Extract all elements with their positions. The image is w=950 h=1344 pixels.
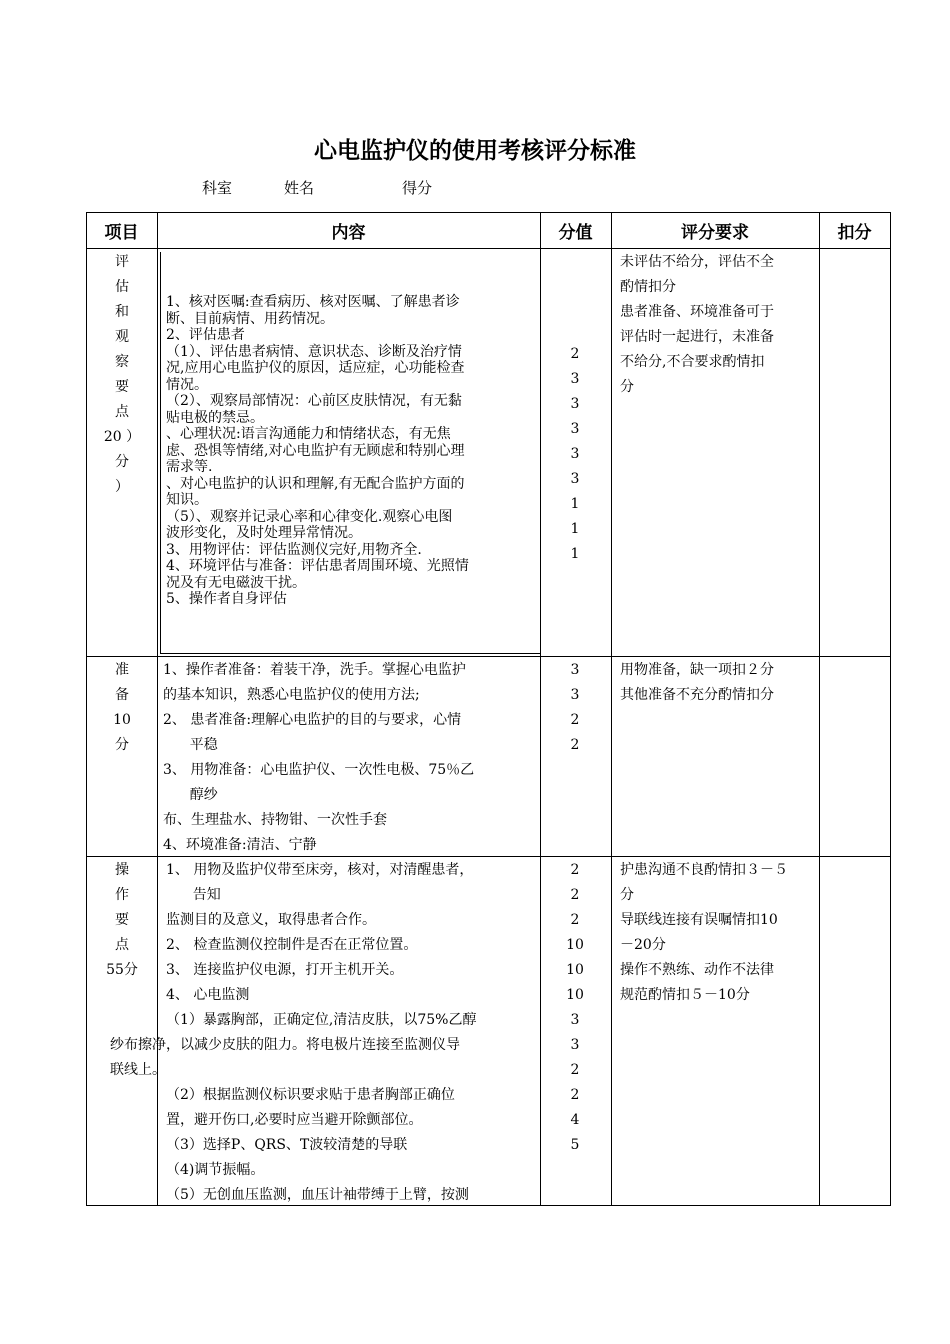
score-label: 得分 [402, 179, 433, 197]
dept-label: 科室 [202, 179, 233, 197]
section-assessment-scores: 2 3 3 3 3 3 1 1 1 [570, 346, 580, 562]
section-operation-content-b: 纱布擦净，以减少皮肤的阻力。将电极片连接至监测仪导 联线上。 [110, 1037, 460, 1078]
section-assessment-item: 评 估 和 观 察 要 点 20 ） 分 ） [103, 254, 141, 495]
name-label: 姓名 [284, 179, 315, 197]
header-requirements: 评分要求 [681, 222, 749, 243]
header-points: 分值 [558, 222, 593, 243]
header-item: 项目 [104, 222, 139, 243]
section-operation-scores: 2 2 2 10 10 10 3 3 2 2 4 5 [566, 862, 584, 1153]
section-preparation-item: 准 备 10 分 [113, 662, 131, 753]
page-title: 心电监护仪的使用考核评分标准 [314, 138, 636, 164]
section-preparation-scores: 3 3 2 2 [570, 662, 580, 753]
section-operation-content-c: （2）根据监测仪标识要求贴于患者胸部正确位 置，避开伤口,必要时应当避开除颤部位。 （3）选择P、QRS、T波较清楚的导联 （4)调节振幅。 （5）无创血压监测，血压计袖带缚于上臂，按测 [166, 1087, 469, 1203]
section-preparation-requirements: 用物准备，缺一项扣２分 其他准备不充分酌情扣分 [620, 662, 774, 703]
section-operation-requirements: 护患沟通不良酌情扣３－５ 分 导联线连接有误嘱情扣10 －20分 操作不熟练、动作不法律 规范酌情扣５－10分 [620, 862, 788, 1003]
header-content: 内容 [331, 222, 366, 243]
section-operation-item: 操 作 要 点 55分 [106, 862, 138, 978]
section-operation-content-a: 1、 用物及监护仪带至床旁，核对，对清醒患者， 告知 监测目的及意义，取得患者合作。 2、 检查监测仪控制件是否在正常位置。 3、 连接监护仪电源，打开主机开关。 4、 心电监测 （1）暴露胸部，正确定位,清洁皮肤，以75%乙醇 [166, 862, 477, 1028]
section-assessment-content: 1、核对医嘱:查看病历、核对医嘱、了解患者诊 断、目前病情、用药情况。 2、评估患者 （1）、评估患者病情、意识状态、诊断及治疗情 况,应用心电监护仪的原因，适应症，心功能检查 情况。 （2）、观察局部情况：心前区皮肤情况，有无黏 贴电极的禁忌。 、心理状况:语言沟通能力和情绪状态，有无焦 虑、恐惧等情绪,对心电监护有无顾虑和特别心理 需求等. 、对心电监护的认识和理解,有无配合监护方面的 知识。 （5）、观察并记录心率和心律变化.观察心电图 波形变化，及时处理异常情况。 3、用物评估：评估监测仪完好,用物齐全. 4、环境评估与准备：评估患者周围环境、光照情 况及有无电磁波干扰。 5、操作者自身评估 [166, 294, 469, 607]
section-preparation-content: 1、操作者准备：着装干净，洗手。掌握心电监护 的基本知识，熟悉心电监护仪的使用方法; 2、 患者准备:理解心电监护的目的与要求，心情 平稳 3、 用物准备：心电监护仪、一次性电极、75％乙 醇纱 布、生理盐水、持物钳、一次性手套 4、环境准备:清洁、宁静 [163, 662, 475, 853]
section-assessment-requirements: 未评估不给分，评估不全 酌情扣分 患者准备、环境准备可于 评估时一起进行，未准备 不给分,不合要求酌情扣 分 [620, 254, 774, 395]
header-deduction: 扣分 [837, 222, 872, 243]
